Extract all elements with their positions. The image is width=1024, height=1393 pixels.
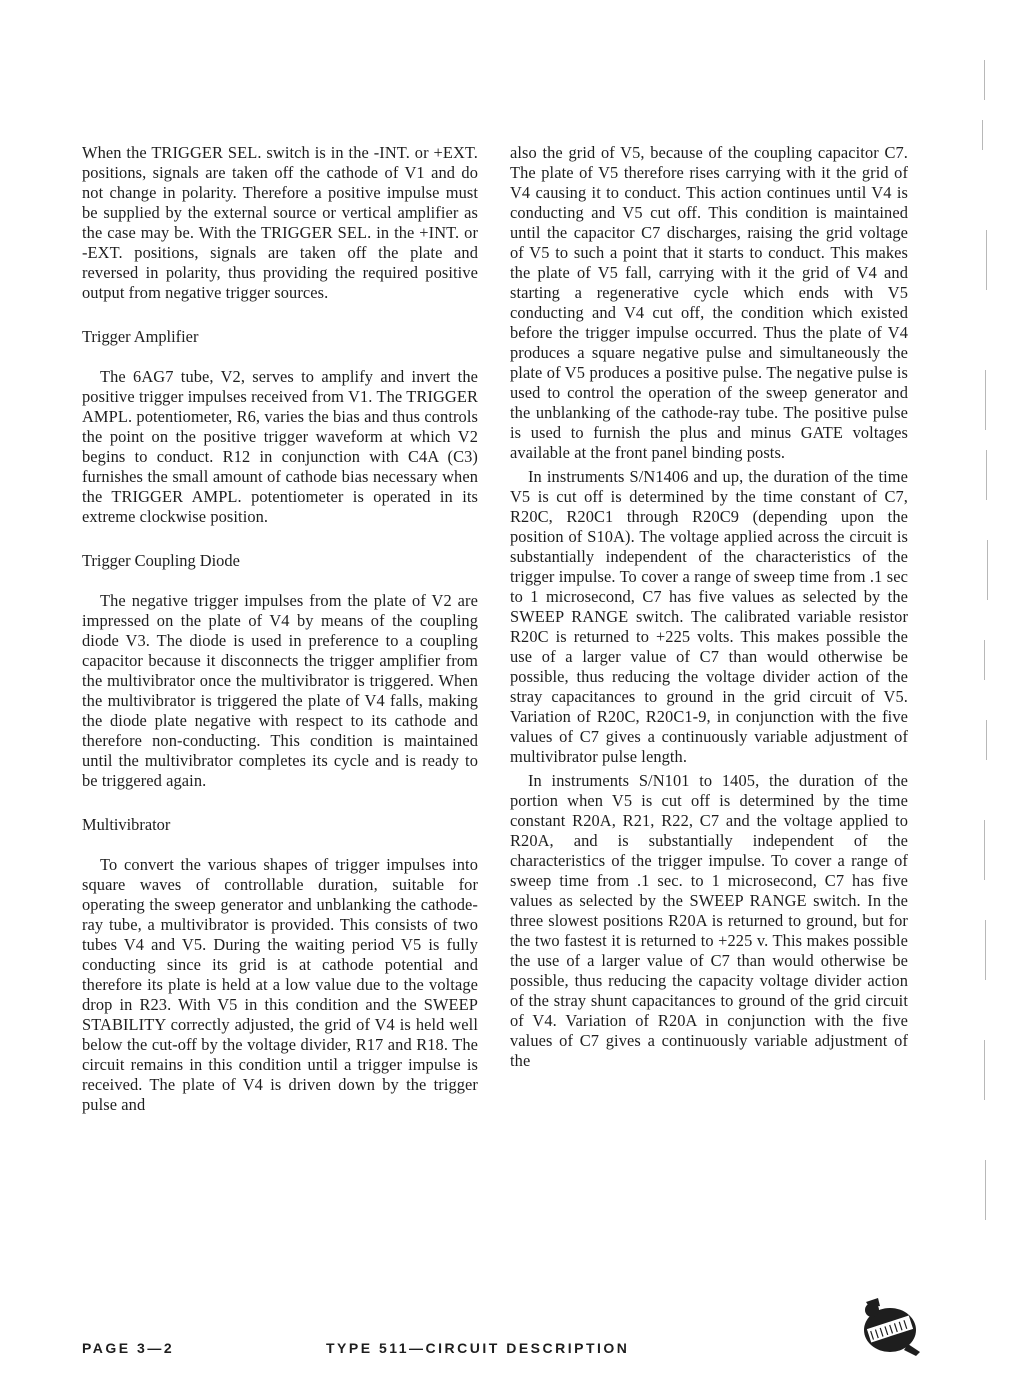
paragraph-sn1406-and-up: In instruments S/N1406 and up, the duration of the time V5 is cut off is determined by the time constant of C7, R20C, R20C1 through R20C9 (depending upon the position of S10A). The voltage applied across the circuit is substantially independent of the characteristics of the trigger impulse. To cover a range of sweep time from .1 sec to 1 microsecond, C7 has five values as selected by the SWEEP RANGE switch. The calibrated variable resistor R20C is returned to +225 volts. This makes possible the use of a larger value of C7 than would otherwise be possible, thus reducing the voltage divider action of the stray capacitances to ground in the grid circuit of V5. Variation of R20C, R20C1-9, in conjunction with the five values of C7 gives a continuously variable adjustment of multivibrator pulse length. <box>510 467 908 766</box>
page-number: PAGE 3—2 <box>82 1340 175 1356</box>
paragraph-multivibrator-continued: also the grid of V5, because of the coupling capacitor C7. The plate of V5 therefore rises carrying with it the grid of V4 causing it to conduct. This action continues until V4 is conducting and V5 cut off. This condition is maintained until the capacitor C7 discharges, raising the grid voltage of V5 to such a point that it starts to conduct. This makes the plate of V5 fall, carrying with it the grid of V4 and starting a regenerative cycle which ends with V5 conducting and V4 cut off, the condition which existed before the trigger impulse occurred. Thus the plate of V4 produces a square negative pulse and simultaneously the plate of V5 produces a positive pulse. The negative pulse is used to control the operation of the sweep generator and the unblanking of the cathode-ray tube. The positive pulse is used to furnish the plus and minus GATE voltages available at the front panel binding posts. <box>510 143 908 462</box>
scan-margin-marks <box>980 40 1010 1340</box>
footer-title: TYPE 511—CIRCUIT DESCRIPTION <box>326 1340 630 1356</box>
paragraph-sn101-to-1405: In instruments S/N101 to 1405, the duration of the portion when V5 is cut off is determined by the time constant R20A, R21, R22, C7 and the voltage applied to R20A, and is substantially independent of the characteristics of the trigger impulse. To cover a range of sweep time from .1 sec. to 1 microsecond, C7 has five values as selected by the SWEEP RANGE switch. In the three slowest positions R20A is returned to ground, but for the two fastest it is returned to +225 v. This makes possible the use of a larger value of C7 than would otherwise be possible, thus reducing the capacity voltage divider action of the stray shunt capacitances to ground of the grid circuit of V4. Variation of R20A in conjunction with the five values of C7 gives a continuously variable adjustment of the <box>510 771 908 1070</box>
right-column <box>510 143 908 1071</box>
paragraph-trigger-coupling-diode: The negative trigger impulses from the plate of V2 are impressed on the plate of V4 by means of the coupling diode V3. The diode is used in preference to a coupling capacitor because it disconnects the trigger amplifier from the multivibrator once the multivibrator is triggered. When the multivibrator is triggered the plate of V4 falls, making the diode plate negative with respect to its cathode and therefore non-conducting. This condition is maintained until the multivibrator completes its cycle and is ready to be triggered again. <box>82 591 478 790</box>
paragraph-multivibrator: To convert the various shapes of trigger impulses into square waves of controllable duration, suitable for operating the sweep generator and unblanking the cathode-ray tube, a multivibrator is provided. This consists of two tubes V4 and V5. During the waiting period V5 is fully conducting since its grid is at cathode potential and therefore its plate is held at a low value due to the voltage drop in R23. With V5 in this condition and the SWEEP STABILITY correctly adjusted, the grid of V4 is held well below the cut-off by the voltage divider, R17 and R18. The circuit remains in this condition until a trigger impulse is received. The plate of V4 is driven down by the trigger pulse and <box>82 855 478 1114</box>
heading-trigger-amplifier: Trigger Amplifier <box>82 327 199 346</box>
heading-trigger-coupling-diode: Trigger Coupling Diode <box>82 551 240 570</box>
paragraph-trigger-sel: When the TRIGGER SEL. switch is in the -INT. or +EXT. positions, signals are taken off the cathode of V1 and do not change in polarity. Therefore a positive impulse must be supplied by the external source or vertical amplifier as the case may be. With the TRIGGER SEL. in the +INT. or -EXT. positions, signals are taken off the plate and reversed in polarity, thus providing the required positive output from negative trigger sources. <box>82 143 478 302</box>
heading-multivibrator: Multivibrator <box>82 815 171 834</box>
left-column <box>82 143 478 1115</box>
tektronix-logo-icon <box>856 1294 926 1358</box>
paragraph-trigger-amplifier: The 6AG7 tube, V2, serves to amplify and invert the positive trigger impulses received from V1. The TRIGGER AMPL. potentiometer, R6, varies the bias and thus controls the point on the positive trigger waveform at which V2 begins to conduct. R12 in conjunction with C4A (C3) furnishes the small amount of cathode bias necessary when the TRIGGER AMPL. potentiometer is operated in its extreme clockwise position. <box>82 367 478 526</box>
